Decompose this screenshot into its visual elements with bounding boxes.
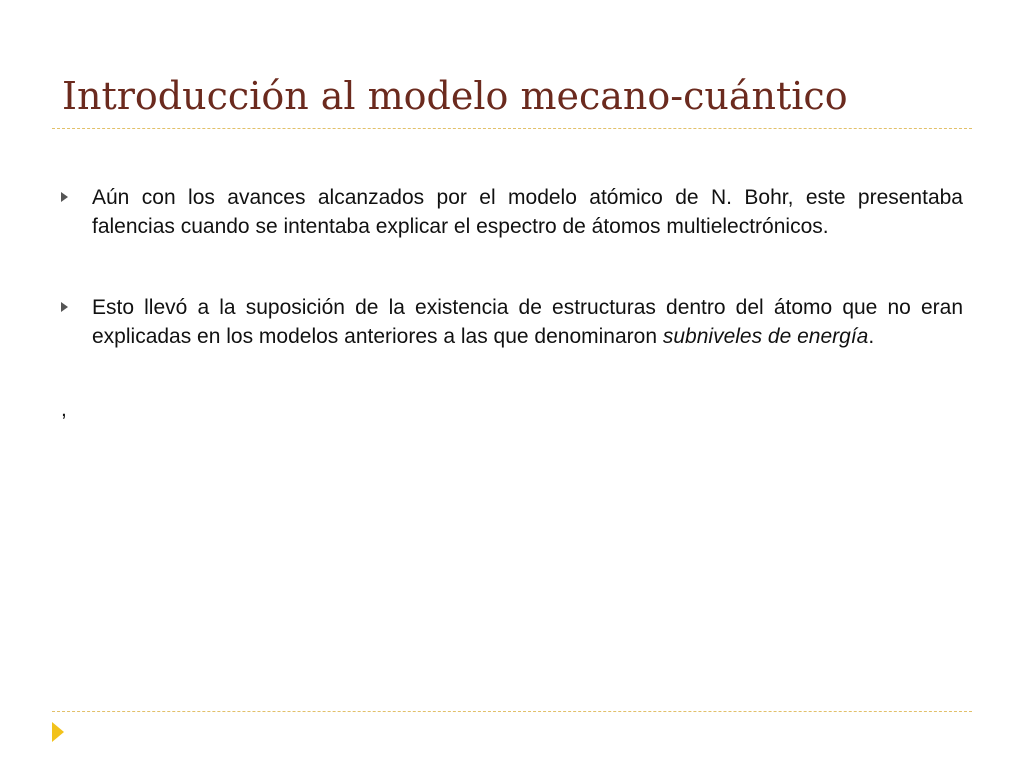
title-divider: [52, 128, 972, 129]
triangle-right-icon: [61, 192, 68, 202]
triangle-right-icon: [52, 722, 64, 742]
footer-divider: [52, 711, 972, 712]
bullet-text-end: .: [868, 325, 875, 348]
bullet-item: [92, 293, 963, 351]
bullet-list: [92, 183, 963, 351]
bullet-item: [92, 183, 963, 241]
stray-mark: ,: [61, 398, 67, 421]
triangle-right-icon: [61, 302, 68, 312]
bullet-emphasis: subniveles de energía: [662, 325, 869, 348]
bullet-text: Aún con los avances alcanzados por el modelo atómico de N. Bohr, este presentaba falencias cuando se intentaba explicar el espectro de átomos multielectrónicos.: [92, 186, 963, 238]
bullet-text: Esto llevó a la suposición de la existencia de estructuras dentro del átomo que no eran explicadas en los modelos anteriores a las que denominaron: [92, 296, 963, 348]
slide-title: Introducción al modelo mecano-cuántico: [62, 74, 848, 118]
